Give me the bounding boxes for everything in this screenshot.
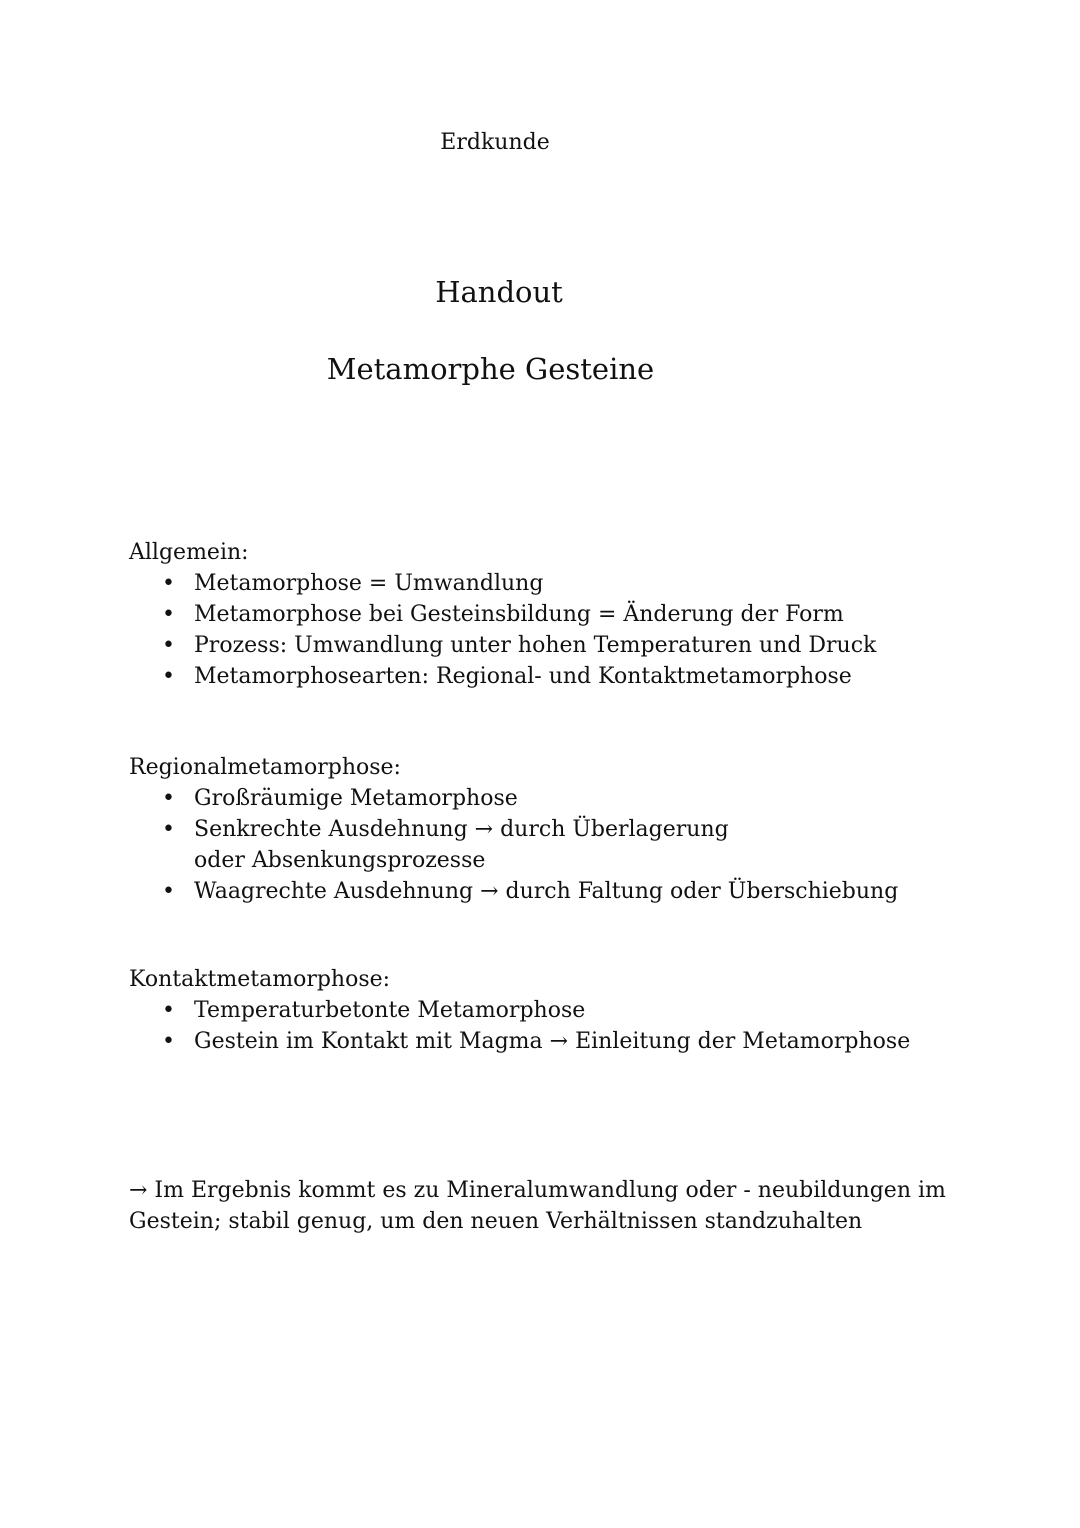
list-item: [129, 814, 754, 876]
list-item-text: Waagrechte Ausdehnung → durch Faltung oder Überschiebung: [194, 879, 899, 904]
list-item-text: Großräumige Metamorphose: [194, 786, 518, 811]
list-item: [129, 1026, 989, 1057]
list-item: [129, 783, 989, 814]
list-item-text: Metamorphose = Umwandlung: [194, 571, 544, 596]
section-regionalmetamorphose: [129, 752, 989, 907]
bullet-icon: •: [162, 817, 175, 842]
list-item-text: Gestein im Kontakt mit Magma → Einleitung der Metamorphose: [194, 1029, 911, 1054]
list-item-text: Senkrechte Ausdehnung → durch Überlagerung oder Absenkungsprozesse: [194, 817, 729, 873]
bullet-icon: •: [162, 1029, 175, 1054]
bullet-list: [129, 783, 989, 907]
section-heading: Allgemein:: [129, 540, 249, 565]
section-heading: Kontaktmetamorphose:: [129, 967, 391, 992]
list-item-text: Temperaturbetonte Metamorphose: [194, 998, 586, 1023]
section-kontaktmetamorphose: [129, 964, 989, 1057]
list-item: [129, 876, 989, 907]
section-allgemein: [129, 537, 989, 692]
bullet-icon: •: [162, 879, 175, 904]
bullet-icon: •: [162, 998, 175, 1023]
conclusion-text: → Im Ergebnis kommt es zu Mineralumwandlung oder - neubildungen im Gestein; stabil genug, um den neuen Verhältnissen standzuhalten: [129, 1178, 946, 1234]
page-title: Handout: [435, 275, 563, 309]
list-item-text: Prozess: Umwandlung unter hohen Temperaturen und Druck: [194, 633, 877, 658]
list-item-text: Metamorphosearten: Regional- und Kontaktmetamorphose: [194, 664, 852, 689]
bullet-icon: •: [162, 786, 175, 811]
list-item: [129, 599, 989, 630]
bullet-icon: •: [162, 602, 175, 627]
subject-label: Erdkunde: [440, 130, 550, 155]
bullet-list: [129, 568, 989, 692]
bullet-icon: •: [162, 633, 175, 658]
bullet-icon: •: [162, 571, 175, 596]
list-item: [129, 568, 989, 599]
list-item: [129, 630, 989, 661]
list-item: [129, 661, 989, 692]
list-item: [129, 995, 989, 1026]
bullet-list: [129, 995, 989, 1057]
section-heading: Regionalmetamorphose:: [129, 755, 401, 780]
page-subtitle: Metamorphe Gesteine: [326, 352, 655, 386]
bullet-icon: •: [162, 664, 175, 689]
list-item-text: Metamorphose bei Gesteinsbildung = Änderung der Form: [194, 602, 844, 627]
